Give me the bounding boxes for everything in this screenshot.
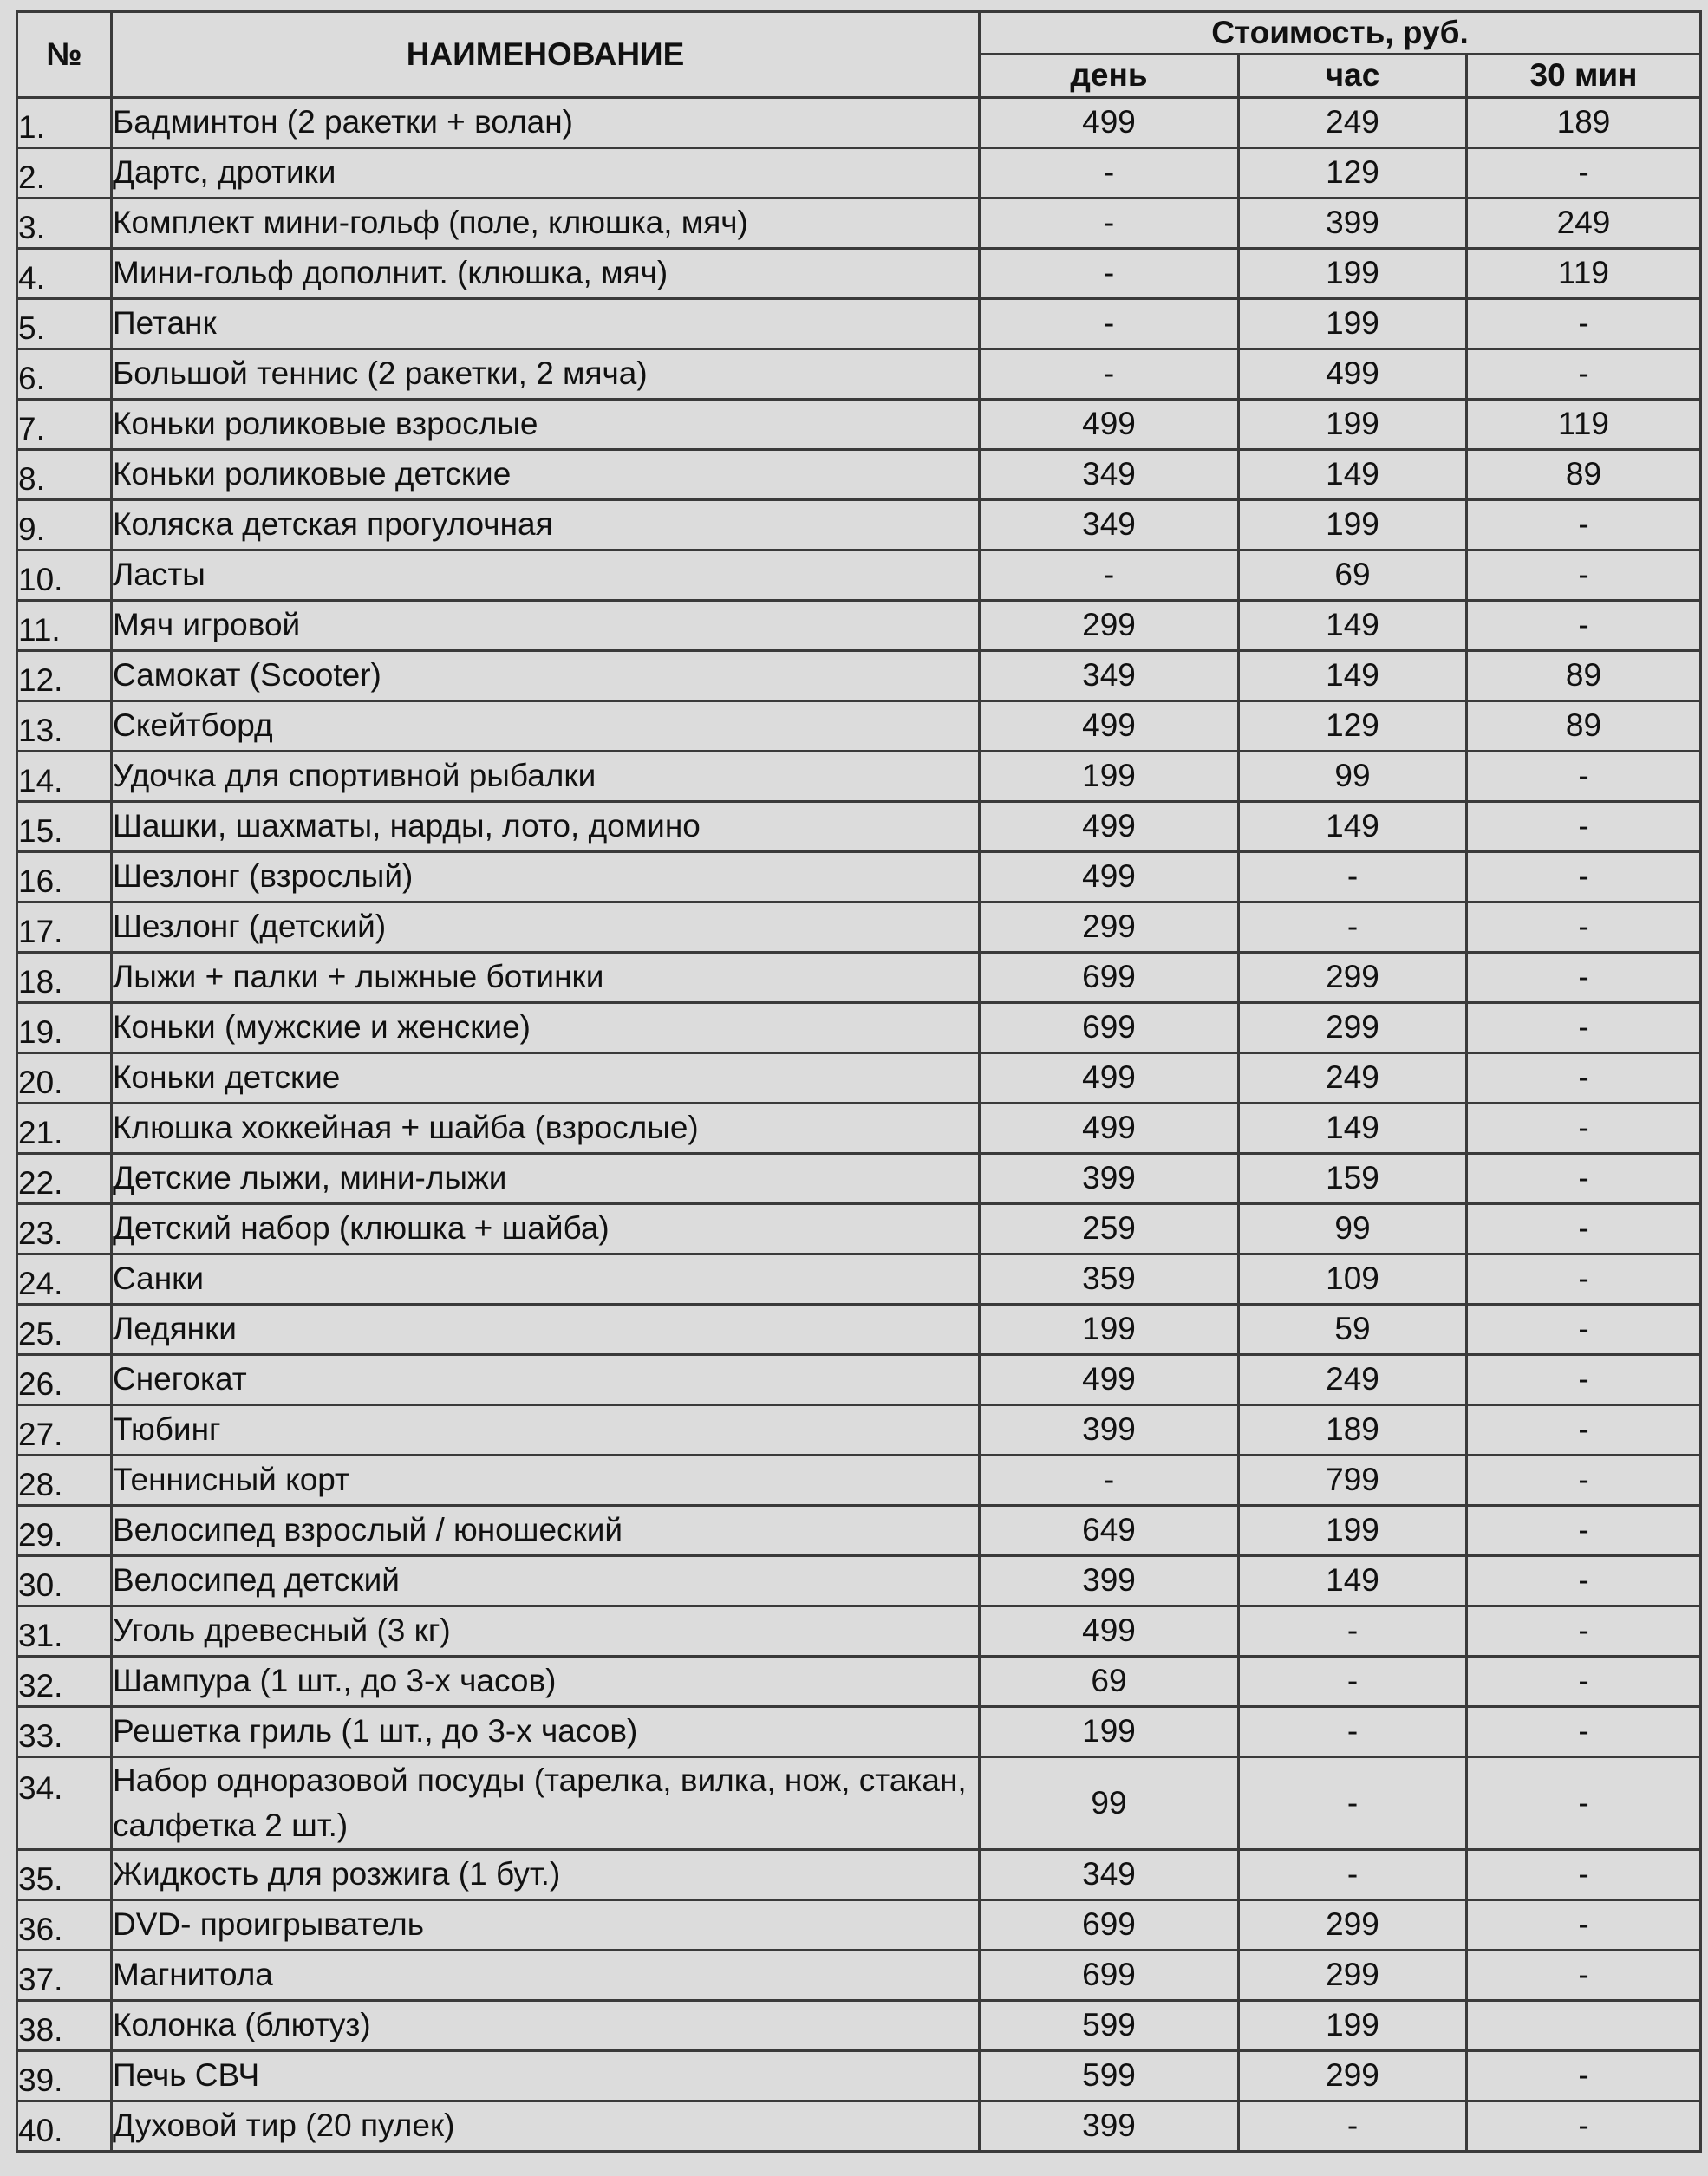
price-30min: -: [1467, 852, 1701, 902]
price-hour: 249: [1239, 1053, 1467, 1104]
price-day: -: [980, 199, 1239, 249]
price-30min: -: [1467, 1506, 1701, 1556]
price-day: 699: [980, 953, 1239, 1003]
table-row: [17, 1900, 1701, 1951]
item-name: Ледянки: [112, 1305, 980, 1355]
row-number: 34.: [17, 1757, 112, 1850]
item-name: Коляска детская прогулочная: [112, 500, 980, 551]
price-30min: -: [1467, 1707, 1701, 1757]
price-30min: -: [1467, 148, 1701, 199]
table-row: [17, 1305, 1701, 1355]
item-name: Удочка для спортивной рыбалки: [112, 752, 980, 802]
price-hour: 99: [1239, 752, 1467, 802]
item-name: Коньки детские: [112, 1053, 980, 1104]
table-row: [17, 199, 1701, 249]
item-name: Коньки (мужские и женские): [112, 1003, 980, 1053]
price-day: -: [980, 299, 1239, 349]
price-hour: 109: [1239, 1254, 1467, 1305]
price-day: 349: [980, 651, 1239, 701]
row-number: 12.: [17, 651, 112, 701]
item-name: Тюбинг: [112, 1405, 980, 1456]
table-row: [17, 601, 1701, 651]
price-hour: 149: [1239, 1104, 1467, 1154]
price-hour: 129: [1239, 148, 1467, 199]
column-header-number: №: [17, 12, 112, 98]
price-30min: -: [1467, 1204, 1701, 1254]
price-30min: 119: [1467, 249, 1701, 299]
table-row: [17, 1506, 1701, 1556]
row-number: 3.: [17, 199, 112, 249]
price-hour: 199: [1239, 1506, 1467, 1556]
table-row: [17, 1254, 1701, 1305]
price-day: 699: [980, 1003, 1239, 1053]
price-hour: 199: [1239, 249, 1467, 299]
price-30min: -: [1467, 2101, 1701, 2152]
table-body: [17, 98, 1701, 2152]
table-row: [17, 1850, 1701, 1900]
row-number: 36.: [17, 1900, 112, 1951]
row-number: 16.: [17, 852, 112, 902]
price-hour: -: [1239, 1850, 1467, 1900]
item-name: Детские лыжи, мини-лыжи: [112, 1154, 980, 1204]
row-number: 38.: [17, 2001, 112, 2051]
item-name: Лыжи + палки + лыжные ботинки: [112, 953, 980, 1003]
row-number: 21.: [17, 1104, 112, 1154]
price-day: 499: [980, 852, 1239, 902]
item-name: Петанк: [112, 299, 980, 349]
row-number: 26.: [17, 1355, 112, 1405]
row-number: 32.: [17, 1657, 112, 1707]
row-number: 37.: [17, 1951, 112, 2001]
table-row: [17, 1757, 1701, 1850]
item-name: Уголь древесный (3 кг): [112, 1606, 980, 1657]
price-hour: 149: [1239, 651, 1467, 701]
price-day: 599: [980, 2001, 1239, 2051]
table-row: [17, 148, 1701, 199]
table-row: [17, 1154, 1701, 1204]
price-day: 199: [980, 1305, 1239, 1355]
price-30min: -: [1467, 1900, 1701, 1951]
price-day: 199: [980, 1707, 1239, 1757]
price-30min: -: [1467, 1355, 1701, 1405]
table-row: [17, 1951, 1701, 2001]
item-name: Мяч игровой: [112, 601, 980, 651]
table-row: [17, 500, 1701, 551]
price-30min: -: [1467, 1657, 1701, 1707]
price-day: 399: [980, 1556, 1239, 1606]
price-hour: 149: [1239, 802, 1467, 852]
row-number: 25.: [17, 1305, 112, 1355]
row-number: 28.: [17, 1456, 112, 1506]
price-hour: 69: [1239, 551, 1467, 601]
table-row: [17, 1104, 1701, 1154]
item-name: Дартс, дротики: [112, 148, 980, 199]
price-day: 499: [980, 1104, 1239, 1154]
item-name: Шезлонг (взрослый): [112, 852, 980, 902]
price-hour: 149: [1239, 1556, 1467, 1606]
item-name: Снегокат: [112, 1355, 980, 1405]
item-name: Шашки, шахматы, нарды, лото, домино: [112, 802, 980, 852]
price-30min: -: [1467, 902, 1701, 953]
price-30min: -: [1467, 500, 1701, 551]
price-30min: -: [1467, 953, 1701, 1003]
price-day: 349: [980, 1850, 1239, 1900]
price-hour: -: [1239, 1757, 1467, 1850]
price-day: 499: [980, 1355, 1239, 1405]
price-hour: 299: [1239, 953, 1467, 1003]
price-hour: 199: [1239, 500, 1467, 551]
price-hour: 299: [1239, 1003, 1467, 1053]
item-name: Жидкость для розжига (1 бут.): [112, 1850, 980, 1900]
table-row: [17, 2001, 1701, 2051]
table-row: [17, 1657, 1701, 1707]
price-hour: 59: [1239, 1305, 1467, 1355]
column-header-price: Стоимость, руб.: [980, 12, 1701, 55]
price-day: 599: [980, 2051, 1239, 2101]
row-number: 30.: [17, 1556, 112, 1606]
item-name: Санки: [112, 1254, 980, 1305]
price-30min: -: [1467, 1254, 1701, 1305]
price-hour: 99: [1239, 1204, 1467, 1254]
item-name: Велосипед взрослый / юношеский: [112, 1506, 980, 1556]
price-30min: -: [1467, 1951, 1701, 2001]
table-row: [17, 902, 1701, 953]
price-30min: [1467, 2001, 1701, 2051]
price-day: 499: [980, 1606, 1239, 1657]
table-row: [17, 1405, 1701, 1456]
row-number: 8.: [17, 450, 112, 500]
item-name: Самокат (Scooter): [112, 651, 980, 701]
price-30min: 89: [1467, 450, 1701, 500]
table-row: [17, 651, 1701, 701]
table-row: [17, 1606, 1701, 1657]
row-number: 7.: [17, 400, 112, 450]
column-header-hour: час: [1239, 55, 1467, 98]
item-name: Клюшка хоккейная + шайба (взрослые): [112, 1104, 980, 1154]
table-row: [17, 551, 1701, 601]
item-name: Мини-гольф дополнит. (клюшка, мяч): [112, 249, 980, 299]
item-name: Бадминтон (2 ракетки + волан): [112, 98, 980, 148]
row-number: 31.: [17, 1606, 112, 1657]
price-30min: -: [1467, 601, 1701, 651]
table-row: [17, 1204, 1701, 1254]
price-day: 199: [980, 752, 1239, 802]
item-name: Комплект мини-гольф (поле, клюшка, мяч): [112, 199, 980, 249]
price-30min: -: [1467, 1003, 1701, 1053]
row-number: 23.: [17, 1204, 112, 1254]
table-row: [17, 98, 1701, 148]
column-header-30min: 30 мин: [1467, 55, 1701, 98]
table-row: [17, 852, 1701, 902]
table-row: [17, 400, 1701, 450]
row-number: 13.: [17, 701, 112, 752]
price-hour: -: [1239, 902, 1467, 953]
item-name: Набор одноразовой посуды (тарелка, вилка, нож, стакан, салфетка 2 шт.): [112, 1757, 980, 1850]
price-day: 399: [980, 1154, 1239, 1204]
price-hour: 249: [1239, 1355, 1467, 1405]
price-30min: -: [1467, 802, 1701, 852]
price-30min: -: [1467, 551, 1701, 601]
price-hour: 399: [1239, 199, 1467, 249]
price-30min: -: [1467, 1850, 1701, 1900]
price-day: -: [980, 551, 1239, 601]
row-number: 19.: [17, 1003, 112, 1053]
row-number: 20.: [17, 1053, 112, 1104]
table-row: [17, 2051, 1701, 2101]
price-day: 349: [980, 500, 1239, 551]
table-row: [17, 752, 1701, 802]
item-name: Коньки роликовые взрослые: [112, 400, 980, 450]
price-30min: -: [1467, 349, 1701, 400]
price-hour: -: [1239, 1606, 1467, 1657]
table-row: [17, 802, 1701, 852]
price-30min: -: [1467, 1154, 1701, 1204]
column-header-day: день: [980, 55, 1239, 98]
price-day: 499: [980, 802, 1239, 852]
item-name: Печь СВЧ: [112, 2051, 980, 2101]
price-day: 699: [980, 1951, 1239, 2001]
price-day: 499: [980, 1053, 1239, 1104]
price-day: 399: [980, 2101, 1239, 2152]
row-number: 22.: [17, 1154, 112, 1204]
price-hour: 299: [1239, 1900, 1467, 1951]
price-day: 69: [980, 1657, 1239, 1707]
price-hour: -: [1239, 1707, 1467, 1757]
row-number: 24.: [17, 1254, 112, 1305]
price-hour: 249: [1239, 98, 1467, 148]
price-day: -: [980, 148, 1239, 199]
price-hour: 199: [1239, 2001, 1467, 2051]
row-number: 5.: [17, 299, 112, 349]
price-hour: 199: [1239, 400, 1467, 450]
price-30min: -: [1467, 1556, 1701, 1606]
price-30min: 119: [1467, 400, 1701, 450]
price-30min: -: [1467, 1104, 1701, 1154]
price-hour: -: [1239, 1657, 1467, 1707]
price-30min: 89: [1467, 651, 1701, 701]
price-30min: 89: [1467, 701, 1701, 752]
table-row: [17, 299, 1701, 349]
price-hour: 189: [1239, 1405, 1467, 1456]
row-number: 9.: [17, 500, 112, 551]
price-day: 99: [980, 1757, 1239, 1850]
table-row: [17, 1707, 1701, 1757]
row-number: 4.: [17, 249, 112, 299]
price-day: 499: [980, 400, 1239, 450]
price-hour: 499: [1239, 349, 1467, 400]
price-day: 359: [980, 1254, 1239, 1305]
price-hour: 799: [1239, 1456, 1467, 1506]
price-30min: -: [1467, 1305, 1701, 1355]
price-table: [16, 10, 1702, 2153]
item-name: Большой теннис (2 ракетки, 2 мяча): [112, 349, 980, 400]
price-30min: -: [1467, 1757, 1701, 1850]
price-hour: 129: [1239, 701, 1467, 752]
row-number: 39.: [17, 2051, 112, 2101]
price-30min: 249: [1467, 199, 1701, 249]
row-number: 1.: [17, 98, 112, 148]
row-number: 27.: [17, 1405, 112, 1456]
price-hour: 149: [1239, 450, 1467, 500]
row-number: 2.: [17, 148, 112, 199]
price-day: 299: [980, 601, 1239, 651]
table-row: [17, 1355, 1701, 1405]
table-row: [17, 2101, 1701, 2152]
price-day: -: [980, 249, 1239, 299]
price-day: 499: [980, 701, 1239, 752]
row-number: 33.: [17, 1707, 112, 1757]
price-day: 499: [980, 98, 1239, 148]
item-name: Велосипед детский: [112, 1556, 980, 1606]
table-row: [17, 1003, 1701, 1053]
price-30min: -: [1467, 1456, 1701, 1506]
price-day: -: [980, 349, 1239, 400]
row-number: 15.: [17, 802, 112, 852]
price-hour: -: [1239, 2101, 1467, 2152]
item-name: Детский набор (клюшка + шайба): [112, 1204, 980, 1254]
row-number: 11.: [17, 601, 112, 651]
price-hour: 159: [1239, 1154, 1467, 1204]
row-number: 29.: [17, 1506, 112, 1556]
price-30min: -: [1467, 1053, 1701, 1104]
item-name: Коньки роликовые детские: [112, 450, 980, 500]
item-name: Колонка (блютуз): [112, 2001, 980, 2051]
price-hour: 299: [1239, 1951, 1467, 2001]
price-day: 649: [980, 1506, 1239, 1556]
table-row: [17, 953, 1701, 1003]
price-day: 349: [980, 450, 1239, 500]
price-day: 399: [980, 1405, 1239, 1456]
row-number: 10.: [17, 551, 112, 601]
price-30min: 189: [1467, 98, 1701, 148]
price-30min: -: [1467, 2051, 1701, 2101]
row-number: 6.: [17, 349, 112, 400]
item-name: Теннисный корт: [112, 1456, 980, 1506]
column-header-name: НАИМЕНОВАНИЕ: [112, 12, 980, 98]
price-day: -: [980, 1456, 1239, 1506]
table-row: [17, 1456, 1701, 1506]
price-hour: 299: [1239, 2051, 1467, 2101]
row-number: 40.: [17, 2101, 112, 2152]
price-hour: 199: [1239, 299, 1467, 349]
price-day: 259: [980, 1204, 1239, 1254]
row-number: 17.: [17, 902, 112, 953]
price-day: 699: [980, 1900, 1239, 1951]
table-row: [17, 1053, 1701, 1104]
price-30min: -: [1467, 1405, 1701, 1456]
item-name: Скейтборд: [112, 701, 980, 752]
item-name: Шампура (1 шт., до 3-х часов): [112, 1657, 980, 1707]
row-number: 35.: [17, 1850, 112, 1900]
row-number: 14.: [17, 752, 112, 802]
row-number: 18.: [17, 953, 112, 1003]
price-30min: -: [1467, 1606, 1701, 1657]
price-day: 299: [980, 902, 1239, 953]
table-header: [17, 12, 1701, 98]
item-name: Магнитола: [112, 1951, 980, 2001]
item-name: Решетка гриль (1 шт., до 3-х часов): [112, 1707, 980, 1757]
item-name: DVD- проигрыватель: [112, 1900, 980, 1951]
table-row: [17, 349, 1701, 400]
table-row: [17, 249, 1701, 299]
table-row: [17, 701, 1701, 752]
price-hour: -: [1239, 852, 1467, 902]
item-name: Ласты: [112, 551, 980, 601]
item-name: Духовой тир (20 пулек): [112, 2101, 980, 2152]
price-30min: -: [1467, 299, 1701, 349]
price-hour: 149: [1239, 601, 1467, 651]
table-row: [17, 450, 1701, 500]
item-name: Шезлонг (детский): [112, 902, 980, 953]
table-row: [17, 1556, 1701, 1606]
price-30min: -: [1467, 752, 1701, 802]
